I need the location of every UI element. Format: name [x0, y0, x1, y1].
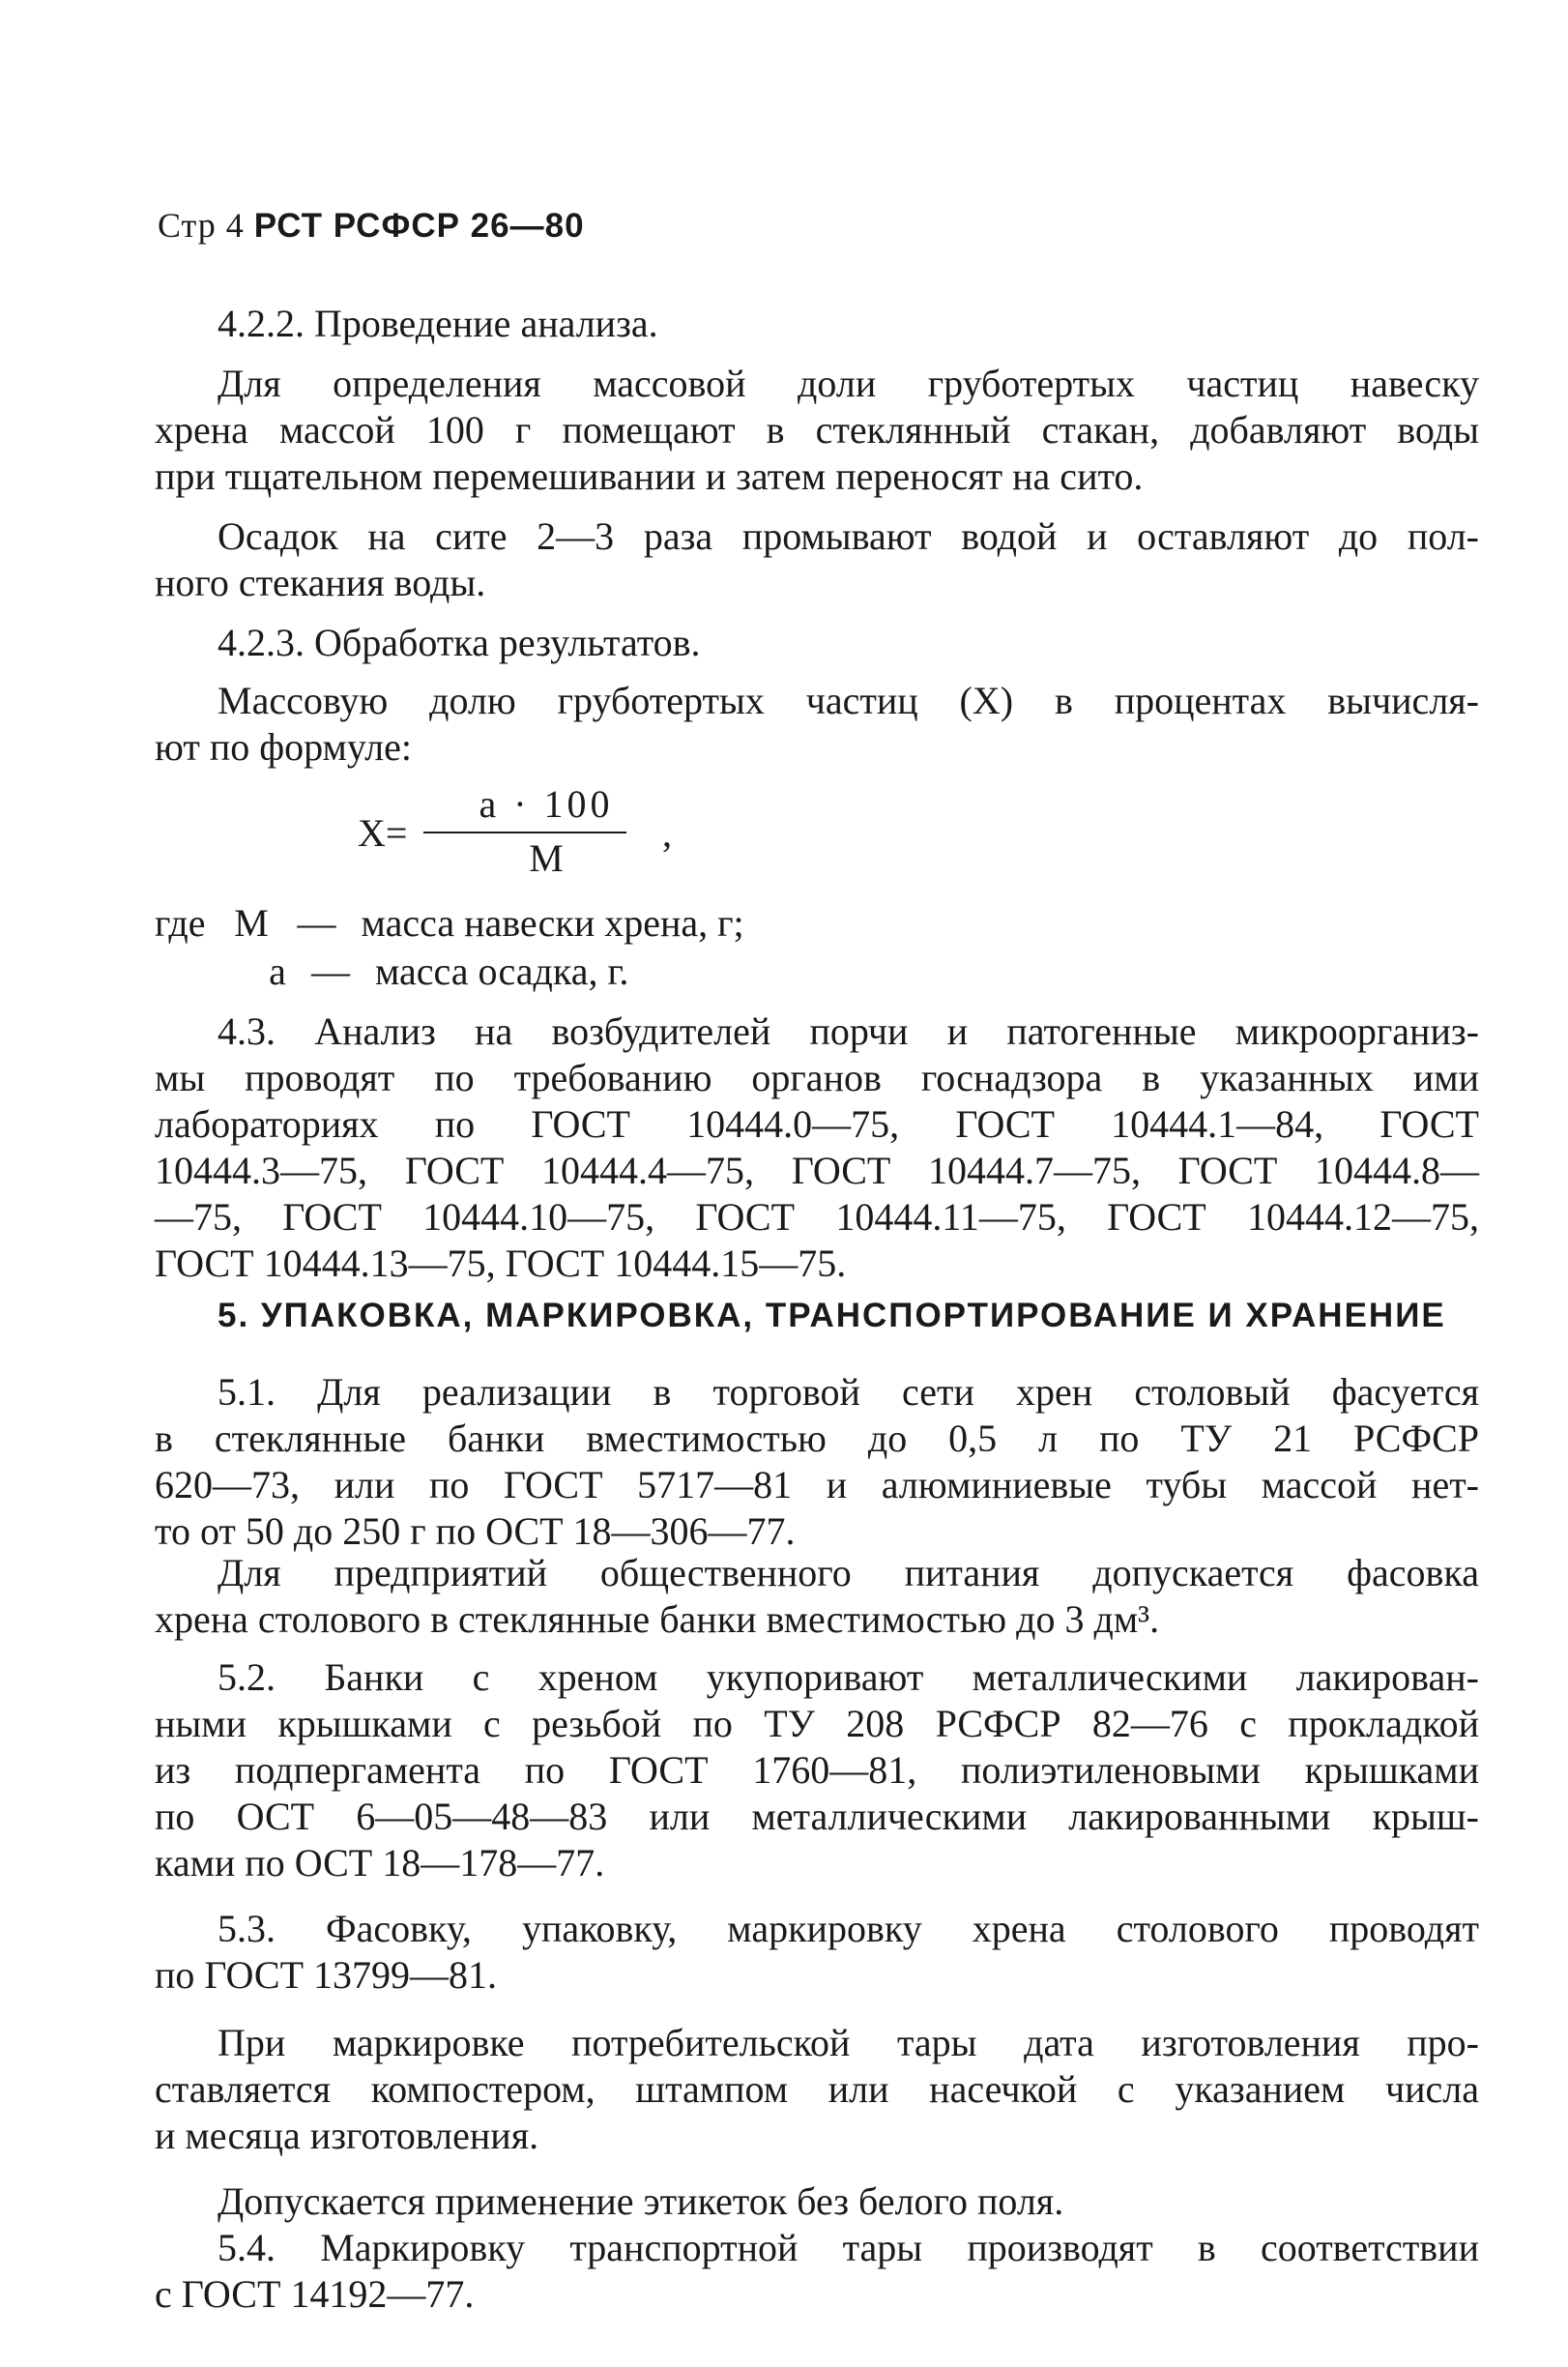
- clause-4-2-2-title: 4.2.2. Проведение анализа.: [218, 302, 658, 345]
- text-line: При маркировке потребительской тары дата изготовления про-: [218, 2021, 1479, 2064]
- text-line: то от 50 до 250 г по ОСТ 18—306—77.: [155, 1509, 796, 1553]
- text-line: Допускается применение этикеток без белого поля.: [218, 2179, 1064, 2223]
- text-line: 10444.3—75, ГОСТ 10444.4—75, ГОСТ 10444.7—75, ГОСТ 10444.8—: [155, 1149, 1479, 1192]
- formula-comma: ,: [662, 811, 672, 855]
- text-line: Массовую долю груботертых частиц (Х) в процентах вычисля-: [218, 679, 1479, 722]
- text-line: и месяца изготовления.: [155, 2114, 539, 2157]
- definition-row: [253, 948, 628, 996]
- text-line: 5.3. Фасовку, упаковку, маркировку хрена столового проводят: [218, 1907, 1479, 1950]
- text-line: Для определения массовой доли груботертых частиц навеску: [218, 362, 1479, 405]
- text-line: 5.4. Маркировку транспортной тары производят в соответствии: [218, 2226, 1479, 2269]
- text-line: 5.1. Для реализации в торговой сети хрен столовый фасуется: [218, 1370, 1479, 1414]
- def-dash: —: [297, 901, 336, 945]
- text-line: из подпергамента по ГОСТ 1760—81, полиэтиленовыми крышками: [155, 1748, 1479, 1792]
- def-symbol: М: [234, 901, 269, 945]
- page-header: [158, 201, 1482, 250]
- formula-denominator: М: [529, 836, 564, 880]
- text-line: ными крышками с резьбой по ТУ 208 РСФСР 82—76 с прокладкой: [155, 1702, 1479, 1745]
- text-line: Осадок на сите 2—3 раза промывают водой и оставляют до пол-: [218, 514, 1479, 558]
- text-line: хрена массой 100 г помещают в стеклянный стакан, добавляют воды: [155, 408, 1479, 452]
- text-line: ют по формуле:: [155, 725, 412, 769]
- standard-code: РСТ РСФСР 26—80: [253, 207, 585, 245]
- text-line: 4.3. Анализ на возбудителей порчи и патогенные микроорганиз-: [218, 1009, 1479, 1053]
- def-dash: —: [311, 950, 350, 993]
- text-line: в стеклянные банки вместимостью до 0,5 л по ТУ 21 РСФСР: [155, 1417, 1479, 1460]
- clause-4-2-3-title: 4.2.3. Обработка результатов.: [218, 621, 701, 664]
- formula-lhs: X=: [358, 811, 408, 855]
- def-symbol: а: [269, 950, 286, 993]
- text-line: ГОСТ 10444.13—75, ГОСТ 10444.15—75.: [155, 1242, 847, 1285]
- def-text: масса навески хрена, г;: [361, 901, 744, 945]
- text-line: при тщательном перемешивании и затем переносят на сито.: [155, 454, 1144, 498]
- formula-numerator: а · 100: [479, 782, 614, 826]
- definition-row: [155, 899, 744, 948]
- page-number: Стр 4: [158, 206, 245, 245]
- text-line: по ОСТ 6—05—48—83 или металлическими лакированными крыш-: [155, 1795, 1479, 1838]
- text-line: ками по ОСТ 18—178—77.: [155, 1841, 605, 1885]
- text-line: 620—73, или по ГОСТ 5717—81 и алюминиевые тубы массой нет-: [155, 1463, 1479, 1506]
- text-line: мы проводят по требованию органов госнадзора в указанных ими: [155, 1056, 1479, 1099]
- text-line: ного стекания воды.: [155, 561, 486, 604]
- text-line: по ГОСТ 13799—81.: [155, 1953, 498, 1997]
- text-line: лабораториях по ГОСТ 10444.0—75, ГОСТ 10444.1—84, ГОСТ: [155, 1102, 1479, 1146]
- text-line: Для предприятий общественного питания допускается фасовка: [218, 1551, 1479, 1594]
- text-line: 5.2. Банки с хреном укупоривают металлическими лакирован-: [218, 1655, 1479, 1699]
- text-line: с ГОСТ 14192—77.: [155, 2272, 475, 2316]
- fraction-bar: [423, 832, 626, 833]
- text-line: —75, ГОСТ 10444.10—75, ГОСТ 10444.11—75, ГОСТ 10444.12—75,: [155, 1195, 1479, 1239]
- text-line: хрена столового в стеклянные банки вместимостью до 3 дм³.: [155, 1597, 1160, 1641]
- def-text: масса осадка, г.: [375, 950, 629, 993]
- where-label: где: [155, 901, 206, 945]
- text-line: ставляется компостером, штампом или насечкой с указанием числа: [155, 2067, 1479, 2111]
- section-5-heading: 5. УПАКОВКА, МАРКИРОВКА, ТРАНСПОРТИРОВАНИЕ И ХРАНЕНИЕ: [218, 1297, 1446, 1334]
- formula: [358, 781, 677, 888]
